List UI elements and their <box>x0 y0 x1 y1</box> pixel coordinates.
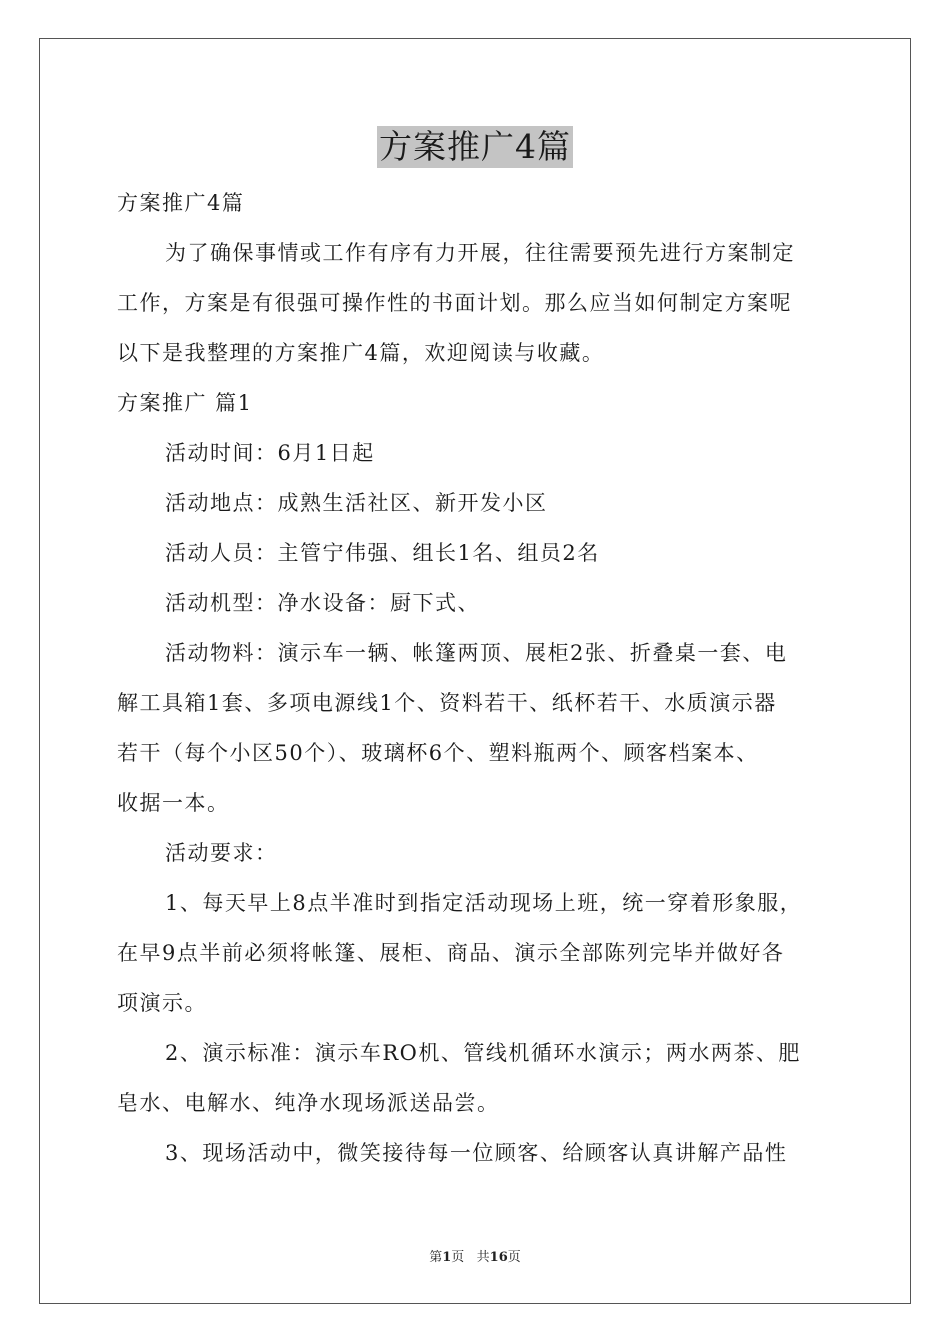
paragraph-line: 工作，方案是有很强可操作性的书面计划。那么应当如何制定方案呢 <box>117 291 792 315</box>
footer-page-total: 16 <box>489 1250 508 1265</box>
paragraph-line: 在早9点半前必须将帐篷、展柜、商品、演示全部陈列完毕并做好各 <box>117 941 785 965</box>
title-container <box>0 126 950 168</box>
document-title: 方案推广4篇 <box>379 127 571 166</box>
paragraph-line: 2、演示标准：演示车RO机、管线机循环水演示；两水两茶、肥 <box>165 1041 801 1065</box>
paragraph-line: 皂水、电解水、纯净水现场派送品尝。 <box>117 1091 500 1115</box>
document-body <box>117 178 835 1178</box>
paragraph-line: 活动机型：净水设备：厨下式、 <box>165 591 480 615</box>
paragraph-line: 方案推广4篇 <box>117 191 245 215</box>
footer-page-suffix: 页 <box>507 1250 521 1265</box>
paragraph-line: 活动人员：主管宁伟强、组长1名、组员2名 <box>165 541 600 565</box>
paragraph-line: 方案推广 篇1 <box>117 391 253 415</box>
paragraph-line: 3、现场活动中，微笑接待每一位顾客、给顾客认真讲解产品性 <box>165 1141 788 1165</box>
page-footer <box>0 1246 950 1265</box>
paragraph-line: 活动物料：演示车一辆、帐篷两顶、展柜2张、折叠桌一套、电 <box>165 641 788 665</box>
paragraph-line: 项演示。 <box>117 991 207 1015</box>
paragraph-line: 为了确保事情或工作有序有力开展，往往需要预先进行方案制定 <box>165 241 795 265</box>
paragraph-line: 1、每天早上8点半准时到指定活动现场上班，统一穿着形象服， <box>165 891 803 915</box>
footer-page-current: 1 <box>442 1250 452 1265</box>
paragraph-line: 活动时间：6月1日起 <box>165 441 375 465</box>
footer-page-prefix: 第 <box>429 1250 443 1265</box>
paragraph-line: 活动地点：成熟生活社区、新开发小区 <box>165 491 548 515</box>
paragraph-line: 活动要求： <box>165 841 278 865</box>
paragraph-line: 若干（每个小区50个）、玻璃杯6个、塑料瓶两个、顾客档案本、 <box>117 741 759 765</box>
footer-page-mid: 页 共 <box>451 1250 490 1265</box>
paragraph-line: 以下是我整理的方案推广4篇，欢迎阅读与收藏。 <box>117 341 605 365</box>
paragraph-line: 收据一本。 <box>117 791 230 815</box>
paragraph-line: 解工具箱1套、多项电源线1个、资料若干、纸杯若干、水质演示器 <box>117 691 777 715</box>
